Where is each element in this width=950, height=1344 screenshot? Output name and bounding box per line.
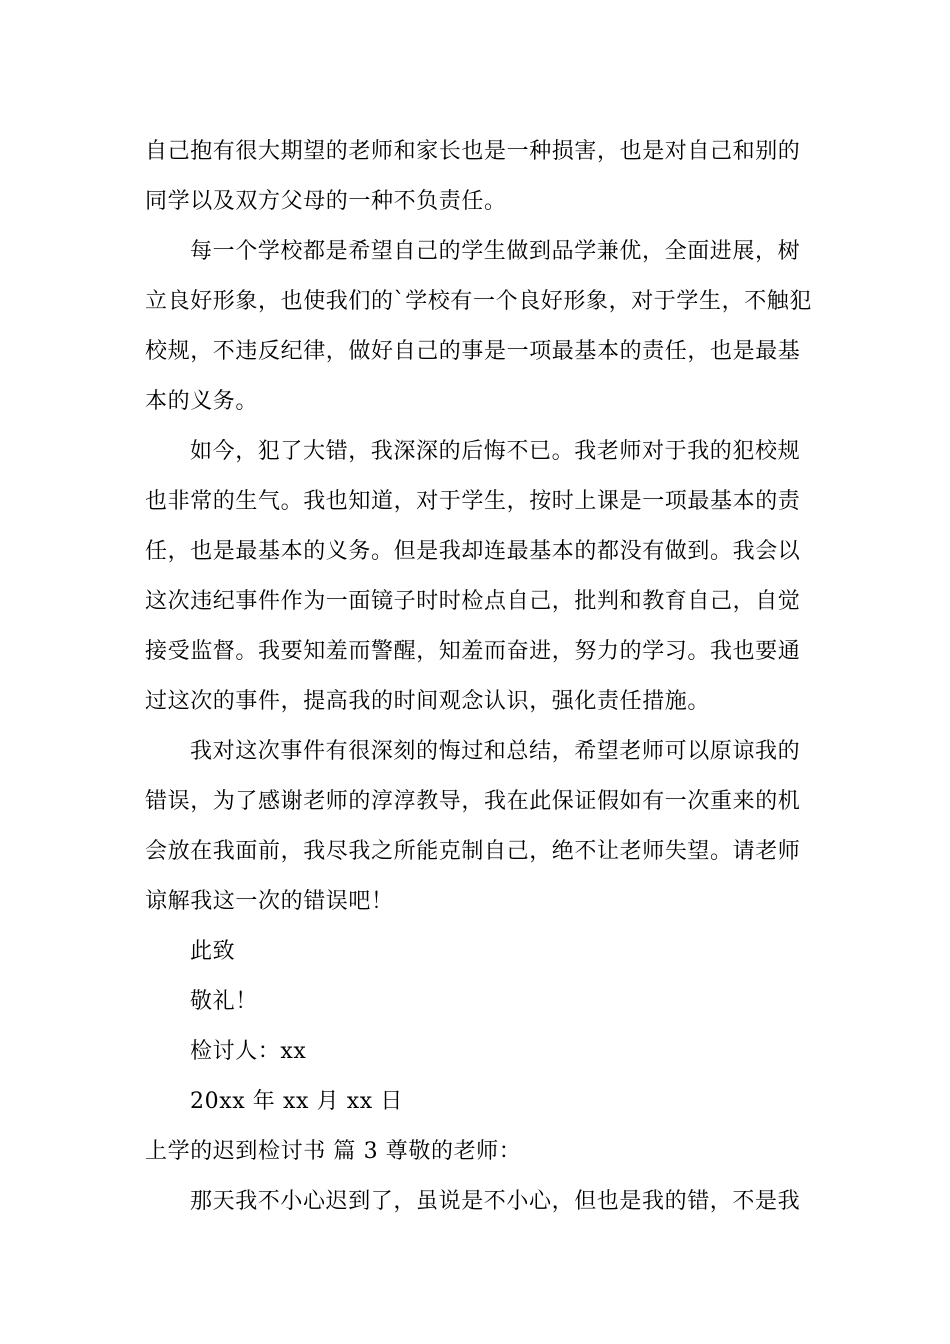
date-line: 20xx 年 xx 月 xx 日 xyxy=(190,1089,404,1114)
paragraph-line: 如今，犯了大错，我深深的后悔不已。我老师对于我的犯校规 xyxy=(190,439,801,464)
paragraph-line: 立良好形象，也使我们的`学校有一个良好形象，对于学生，不触犯 xyxy=(145,289,813,314)
paragraph-line: 校规，不违反纪律，做好自己的事是一项最基本的责任，也是最基 xyxy=(145,339,801,364)
paragraph-line: 那天我不小心迟到了，虽说是不小心，但也是我的错，不是我 xyxy=(190,1189,801,1214)
paragraph-line: 每一个学校都是希望自己的学生做到品学兼优，全面进展，树 xyxy=(190,239,801,264)
paragraph-line: 也非常的生气。我也知道，对于学生，按时上课是一项最基本的责 xyxy=(145,489,801,514)
paragraph-line: 自己抱有很大期望的老师和家长也是一种损害，也是对自己和别的 xyxy=(145,139,801,164)
paragraph-line: 错误，为了感谢老师的淳淳教导，我在此保证假如有一次重来的机 xyxy=(145,789,801,814)
paragraph-line: 我对这次事件有很深刻的悔过和总结，希望老师可以原谅我的 xyxy=(190,739,801,764)
paragraph-line: 过这次的事件，提高我的时间观念认识，强化责任措施。 xyxy=(145,689,711,714)
paragraph-line: 任，也是最基本的义务。但是我却连最基本的都没有做到。我会以 xyxy=(145,539,801,564)
paragraph-line: 接受监督。我要知羞而警醒，知羞而奋进，努力的学习。我也要通 xyxy=(145,639,801,664)
paragraph-line: 谅解我这一次的错误吧！ xyxy=(145,889,394,914)
paragraph-line: 本的义务。 xyxy=(145,389,259,414)
paragraph-line: 会放在我面前，我尽我之所能克制自己，绝不让老师失望。请老师 xyxy=(145,839,801,864)
closing-regards: 敬礼！ xyxy=(190,989,258,1014)
closing-salutation: 此致 xyxy=(190,939,236,964)
paragraph-line: 同学以及双方父母的一种不负责任。 xyxy=(145,189,507,214)
signature-line: 检讨人：xx xyxy=(190,1039,307,1064)
section-heading: 上学的迟到检讨书 篇 3 尊敬的老师： xyxy=(145,1139,522,1164)
paragraph-line: 这次违纪事件作为一面镜子时时检点自己，批判和教育自己，自觉 xyxy=(145,589,801,614)
